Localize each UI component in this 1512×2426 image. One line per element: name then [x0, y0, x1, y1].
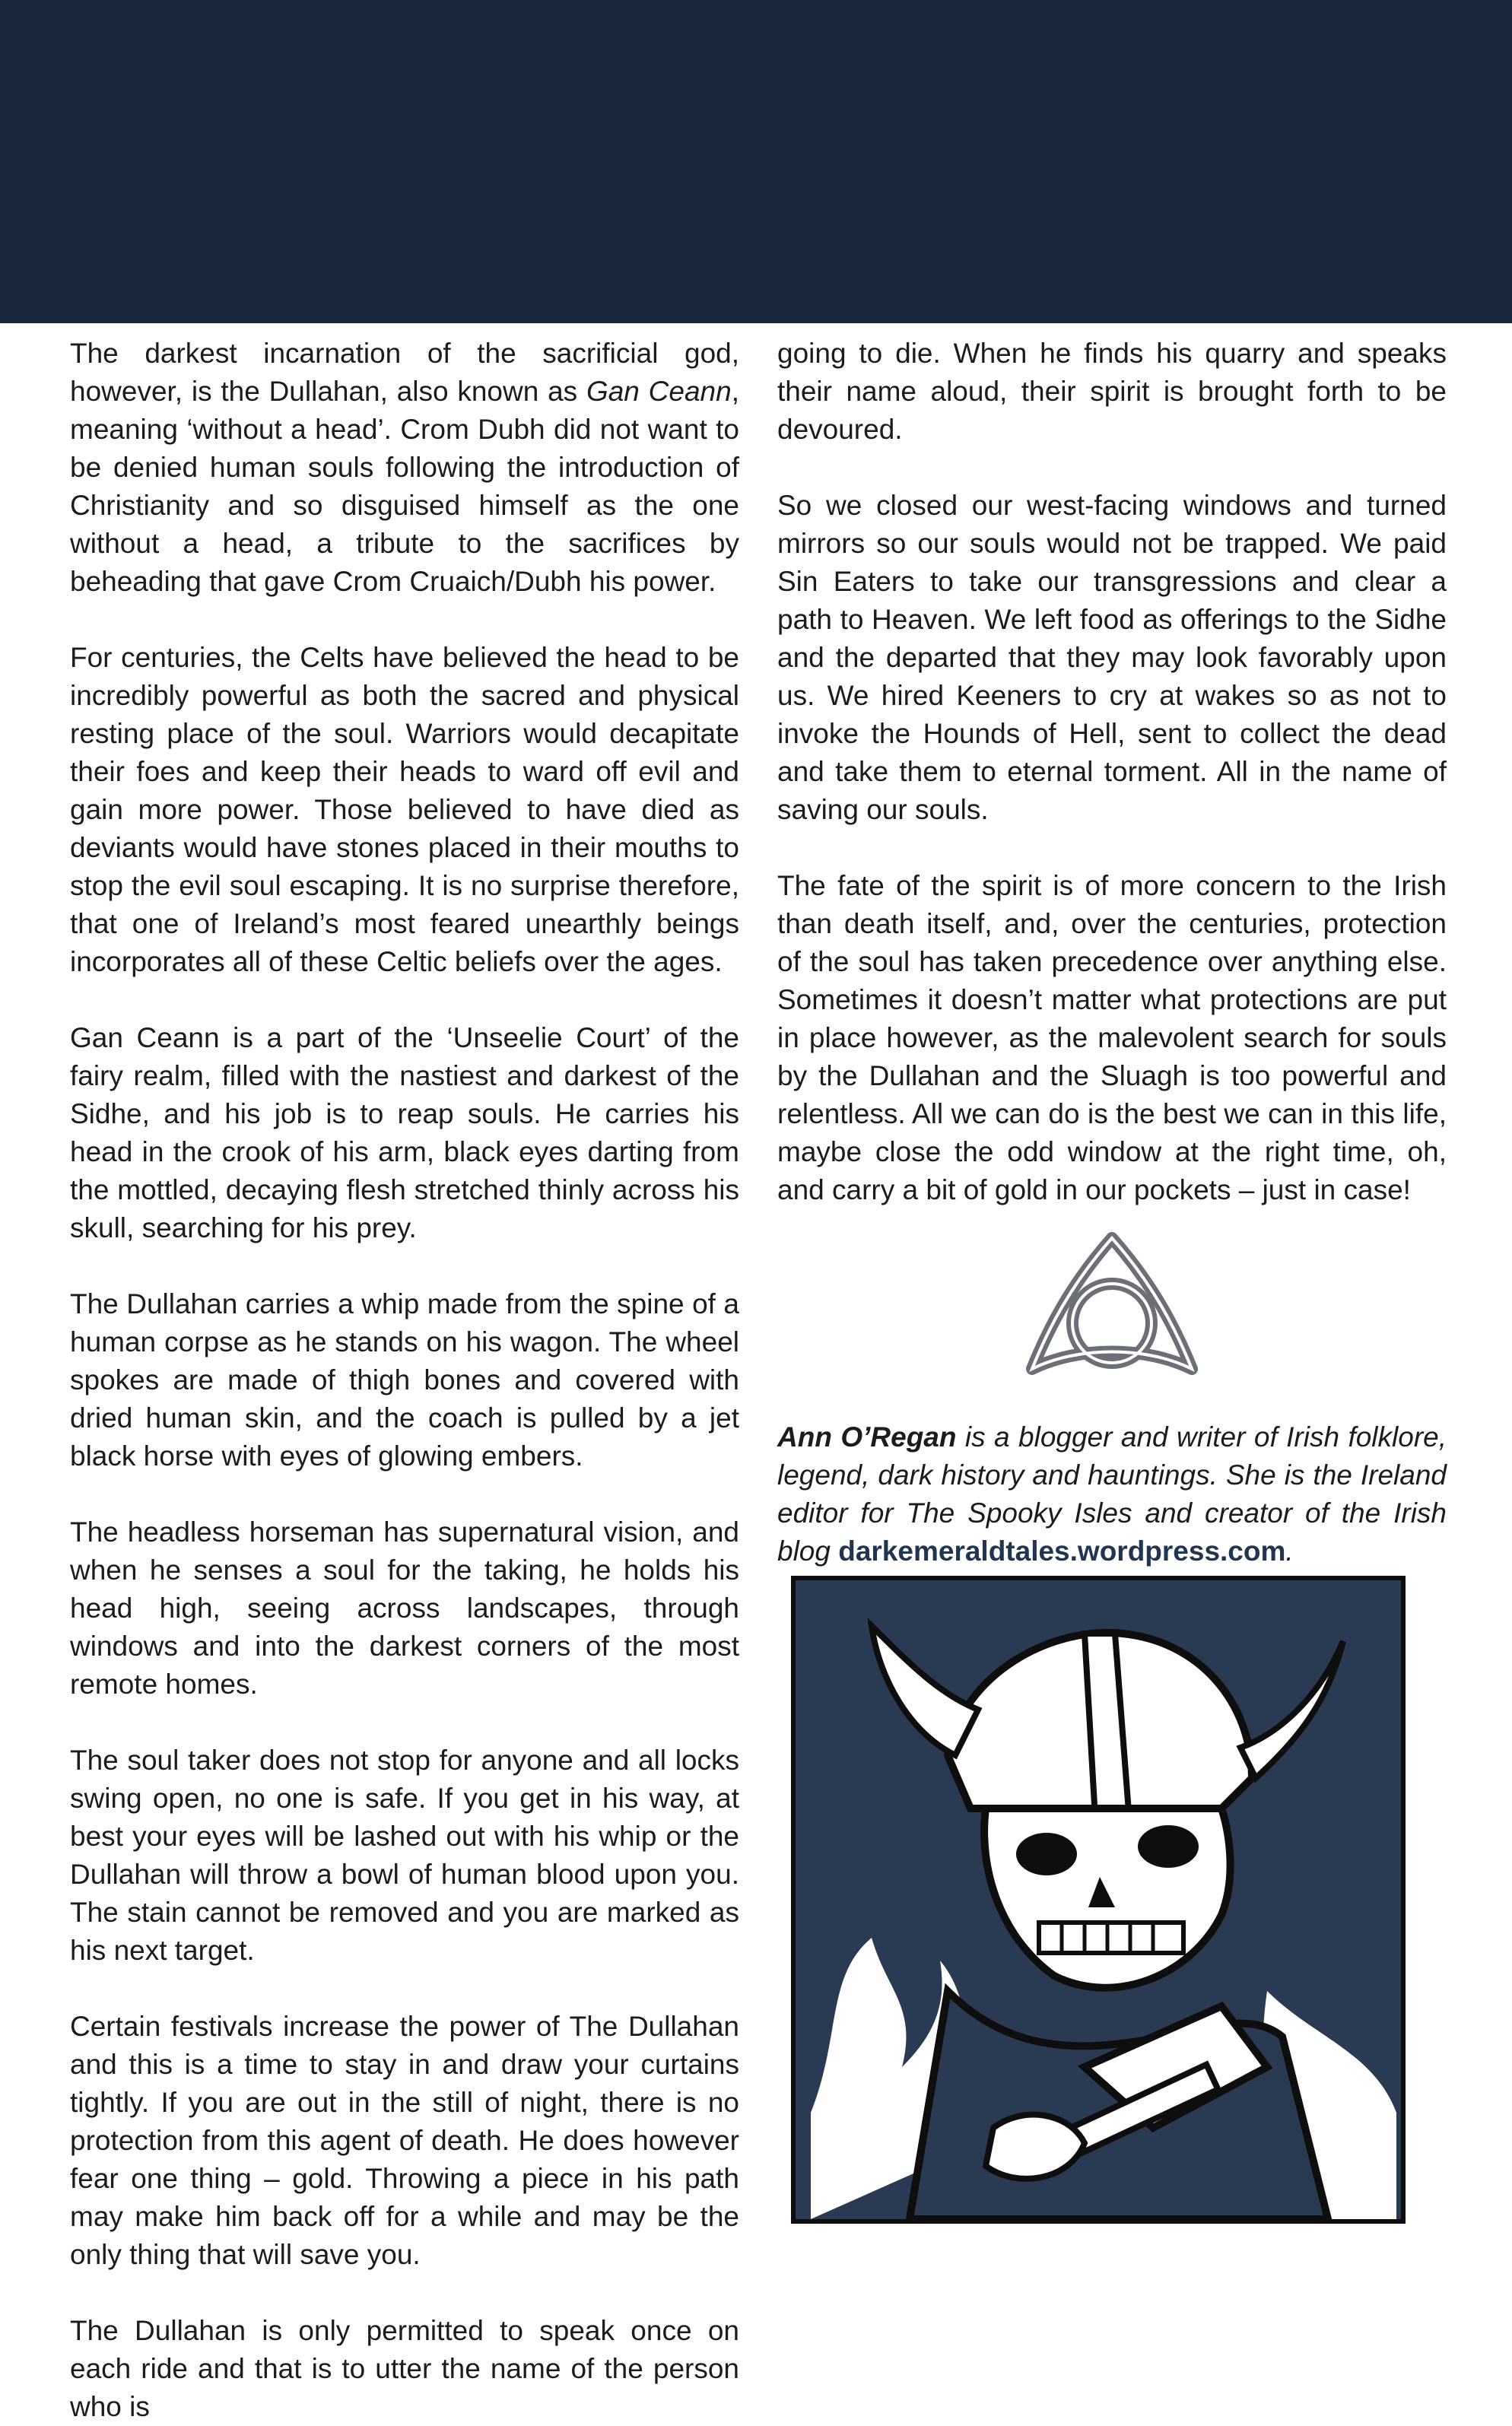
blog-link[interactable]: darkemeraldtales.wordpress.com: [838, 1535, 1286, 1567]
paragraph-soul-taker: The soul taker does not stop for anyone and all locks swing open, no one is safe. If you get in his way, at best your eyes will be lashed out with his whip or the Dullahan will throw a bowl of human blood upon you. The stain cannot be removed and you are marked as his next target.: [70, 1745, 739, 1966]
left-column: [70, 335, 739, 2426]
paragraph-protections: So we closed our west-facing windows and turned mirrors so our souls would not be trapped. We paid Sin Eaters to take our transgressions and clear a path to Heaven. We left food as offerings to the Sidhe and the departed that they may look favorably upon us. We hired Keeners to cry at wakes so as not to invoke the Hounds of Hell, sent to collect the dead and take them to eternal torment. All in the name of saving our souls.: [777, 490, 1447, 825]
paragraph-speak-once: The Dullahan is only permitted to speak once on each ride and that is to utter the name of the person who is: [70, 2315, 739, 2422]
header-band: [0, 0, 1512, 323]
horned-skull-warrior-illustration: [796, 1580, 1401, 2219]
paragraph-fate-of-spirit: The fate of the spirit is of more concern to the Irish than death itself, and, over the centuries, protection of the soul has taken precedence over anything else. Sometimes it doesn’t matter what protections are put in place however, as the malevolent search for souls by the Dullahan and the Sluagh is too powerful and relentless. All we can do is the best we can in this life, maybe close the odd window at the right time, oh, and carry a bit of gold in our pockets – just in case!: [777, 870, 1447, 1205]
paragraph-supernatural-vision: The headless horseman has supernatural vision, and when he senses a soul for the taking, he holds his head high, seeing across landscapes, through windows and into the darkest corners of the most remote homes.: [70, 1516, 739, 1700]
paragraph-whip-wagon: The Dullahan carries a whip made from the spine of a human corpse as he stands on his wagon. The wheel spokes are made of thigh bones and covered with dried human skin, and the coach is pulled by a jet black horse with eyes of glowing embers.: [70, 1288, 739, 1472]
dullahan-illustration: [791, 1576, 1406, 2224]
paragraph-going-to-die: going to die. When he finds his quarry and speaks their name aloud, their spirit is brought forth to be devoured.: [777, 338, 1447, 445]
right-column: [777, 335, 1447, 1608]
author-name: Ann O’Regan: [777, 1421, 957, 1453]
paragraph-dullahan-intro: The darkest incarnation of the sacrificial god, however, is the Dullahan, also known as Gan Ceann, meaning ‘without a head’. Crom Dubh did not want to be denied human souls following the introduction of Christianity and so disguised himself as the one without a head, a tribute to the sacrifices by beheading that gave Crom Cruaich/Dubh his power.: [70, 338, 739, 597]
author-bio: Ann O’Regan is a blogger and writer of Irish folklore, legend, dark history and hauntings. She is the Ireland editor for The Spooky Isles and creator of the Irish blog darkemeraldtales.wordpress.com.: [777, 1421, 1447, 1567]
paragraph-festivals-gold: Certain festivals increase the power of The Dullahan and this is a time to stay in and draw your curtains tightly. If you are out in the still of night, there is no protection from this agent of death. He does however fear one thing – gold. Throwing a piece in his path may make him back off for a while and may be the only thing that will save you.: [70, 2011, 739, 2270]
triquetra-icon: [1017, 1224, 1207, 1388]
paragraph-unseelie-court: Gan Ceann is a part of the ‘Unseelie Court’ of the fairy realm, filled with the nastiest and darkest of the Sidhe, and his job is to reap souls. He carries his head in the crook of his arm, black eyes darting from the mottled, decaying flesh stretched thinly across his skull, searching for his prey.: [70, 1022, 739, 1243]
gan-ceann-term: Gan Ceann: [586, 376, 732, 407]
paragraph-celts-head: For centuries, the Celts have believed the head to be incredibly powerful as both the sacred and physical resting place of the soul. Warriors would decapitate their foes and keep their heads to ward off evil and gain more power. Those believed to have died as deviants would have stones placed in their mouths to stop the evil soul escaping. It is no surprise therefore, that one of Ireland’s most feared unearthly beings incorporates all of these Celtic beliefs over the ages.: [70, 642, 739, 977]
